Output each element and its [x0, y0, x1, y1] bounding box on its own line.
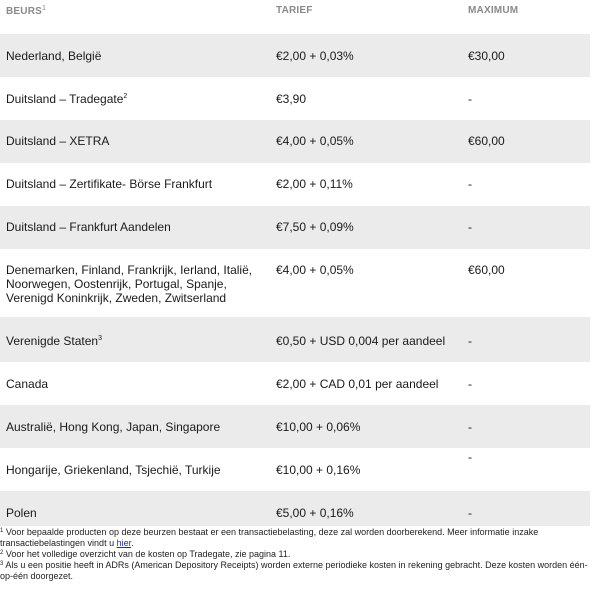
maximum-cell: - — [468, 377, 472, 391]
beurs-cell: Australië, Hong Kong, Japan, Singapore — [6, 420, 221, 434]
tarief-cell: €2,00 + 0,11% — [276, 177, 353, 191]
maximum-cell: - — [468, 506, 472, 520]
tarief-cell: €3,90 — [276, 92, 307, 106]
maximum-cell: - — [468, 92, 472, 106]
beurs-cell: Denemarken, Finland, Frankrijk, Ierland, Italië, Noorwegen, Oostenrijk, Portugal, Spanje, Verenigd Koninkrijk, Zweden, Zwitserland — [6, 263, 253, 305]
maximum-cell: - — [468, 334, 472, 348]
table-row — [0, 362, 590, 405]
tarief-cell: €4,00 + 0,05% — [276, 134, 354, 148]
beurs-cell: Verenigde Staten$^3$ — [6, 334, 102, 348]
table-row — [0, 249, 590, 317]
beurs-cell: Nederland, België — [6, 49, 102, 63]
maximum-cell: - — [468, 220, 472, 234]
table-row — [0, 163, 590, 206]
table-header — [0, 0, 590, 24]
header-tarief: TARIEF — [276, 5, 313, 16]
footnote-ref: 3 — [98, 335, 102, 342]
footnote-2: $^2$ Voor het volledige overzicht van de kosten op Tradegate, zie pagina 11. — [0, 549, 291, 559]
table-row — [0, 317, 590, 362]
table-row — [0, 206, 590, 249]
maximum-cell: €30,00 — [468, 49, 505, 63]
maximum-cell: €60,00 — [468, 134, 505, 148]
footnotes — [0, 527, 600, 582]
beurs-cell: Duitsland – Tradegate$^2$ — [6, 92, 128, 106]
table-row — [0, 34, 590, 77]
tarief-cell: €2,00 + 0,03% — [276, 49, 354, 63]
beurs-cell: Hongarije, Griekenland, Tsjechië, Turkije — [6, 463, 221, 477]
table-row — [0, 77, 590, 120]
header-beurs: BEURS$^1$ — [6, 5, 47, 17]
beurs-cell: Duitsland – Frankfurt Aandelen — [6, 220, 171, 234]
tarief-cell: €10,00 + 0,16% — [276, 463, 361, 477]
maximum-cell: - — [468, 450, 472, 464]
table-row — [0, 448, 590, 491]
tarief-cell: €2,00 + CAD 0,01 per aandeel — [276, 377, 439, 391]
footnote-ref: 2 — [123, 93, 128, 100]
table-row — [0, 120, 590, 163]
maximum-cell: €60,00 — [468, 263, 505, 277]
footnote-3: $^3$ Als u een positie heeft in ADRs (American Depository Receipts) worden externe periodieke kosten in rekening gebracht. Deze kosten worden één-op-één doorgezet. — [0, 560, 588, 581]
beurs-cell: Canada — [6, 377, 49, 391]
table-row — [0, 491, 590, 526]
footnote-1: $^1$ Voor bepaalde producten op deze beurzen bestaat er een transactiebelasting, deze zal worden doorberekend. Meer informatie inzake transactiebelastingen vindt u hier. — [0, 527, 539, 548]
tarief-cell: €0,50 + USD 0,004 per aandeel — [276, 334, 446, 348]
beurs-cell: Polen — [6, 506, 37, 520]
beurs-cell: Duitsland – Zertifikate- Börse Frankfurt — [6, 177, 213, 191]
table-row — [0, 405, 590, 448]
tarief-cell: €5,00 + 0,16% — [276, 506, 354, 520]
maximum-cell: - — [468, 177, 472, 191]
tarief-cell: €4,00 + 0,05% — [276, 263, 354, 277]
tarief-cell: €10,00 + 0,06% — [276, 420, 361, 434]
header-maximum: MAXIMUM — [468, 5, 519, 16]
maximum-cell: - — [468, 420, 472, 434]
hier-link[interactable]: hier — [116, 538, 132, 548]
beurs-cell: Duitsland – XETRA — [6, 134, 110, 148]
tarief-cell: €7,50 + 0,09% — [276, 220, 354, 234]
